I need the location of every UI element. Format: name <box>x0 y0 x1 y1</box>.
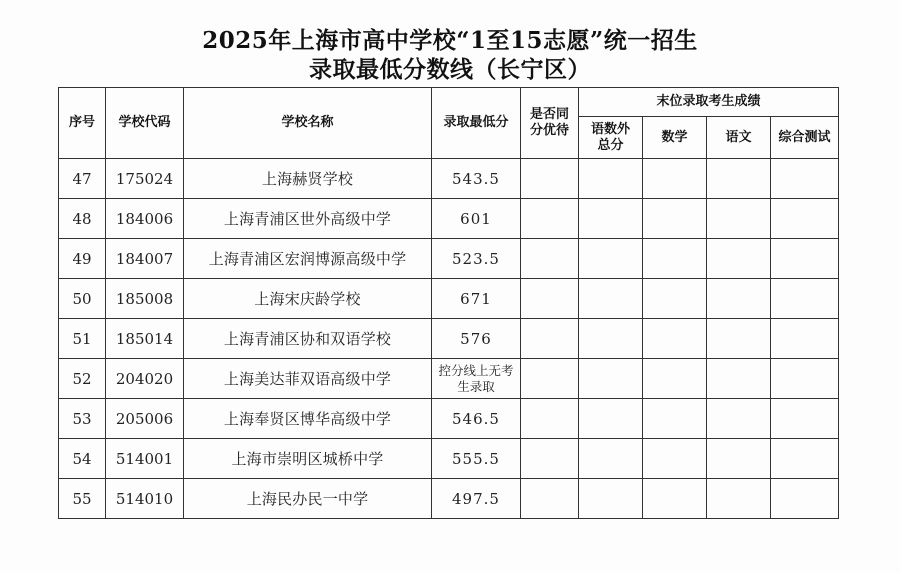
cell-comprehensive <box>771 159 839 199</box>
cell-tie-preference <box>521 159 579 199</box>
cell-chinese <box>707 319 771 359</box>
cell-comprehensive <box>771 199 839 239</box>
cell-school-code: 185014 <box>106 319 184 359</box>
cell-total3 <box>579 199 643 239</box>
cell-seq: 54 <box>59 439 106 479</box>
cell-school-code: 204020 <box>106 359 184 399</box>
cell-school-name: 上海青浦区宏润博源高级中学 <box>184 239 432 279</box>
table-row <box>59 319 839 359</box>
cell-min-score: 546.5 <box>432 399 521 439</box>
cell-comprehensive <box>771 479 839 519</box>
header-comprehensive-test: 综合测试 <box>771 117 839 159</box>
cell-min-score: 523.5 <box>432 239 521 279</box>
header-last-admitted-scores: 末位录取考生成绩 <box>579 88 839 117</box>
cell-seq: 51 <box>59 319 106 359</box>
cell-school-name: 上海宋庆龄学校 <box>184 279 432 319</box>
header-total-chinese-math-english: 语数外总分 <box>579 117 643 159</box>
cell-math <box>643 319 707 359</box>
cell-chinese <box>707 359 771 399</box>
table-row <box>59 399 839 439</box>
cell-school-name: 上海奉贤区博华高级中学 <box>184 399 432 439</box>
document-title: 2025年上海市高中学校“1至15志愿”统一招生 <box>202 27 698 54</box>
cell-min-score: 控分线上无考生录取 <box>432 359 521 399</box>
cell-comprehensive <box>771 279 839 319</box>
cell-comprehensive <box>771 439 839 479</box>
header-seq: 序号 <box>59 88 106 159</box>
header-chinese: 语文 <box>707 117 771 159</box>
cell-total3 <box>579 399 643 439</box>
cell-school-code: 184007 <box>106 239 184 279</box>
cell-total3 <box>579 239 643 279</box>
cell-tie-preference <box>521 479 579 519</box>
header-school-name: 学校名称 <box>184 88 432 159</box>
cell-seq: 55 <box>59 479 106 519</box>
table-row <box>59 199 839 239</box>
cell-math <box>643 479 707 519</box>
cell-min-score: 671 <box>432 279 521 319</box>
table-row <box>59 479 839 519</box>
cell-school-name: 上海青浦区协和双语学校 <box>184 319 432 359</box>
cell-tie-preference <box>521 279 579 319</box>
cell-seq: 47 <box>59 159 106 199</box>
cell-school-code: 175024 <box>106 159 184 199</box>
cell-tie-preference <box>521 399 579 439</box>
cell-tie-preference <box>521 319 579 359</box>
cell-math <box>643 239 707 279</box>
cell-school-name: 上海青浦区世外高级中学 <box>184 199 432 239</box>
cell-comprehensive <box>771 319 839 359</box>
cell-tie-preference <box>521 199 579 239</box>
cell-comprehensive <box>771 239 839 279</box>
cell-chinese <box>707 399 771 439</box>
cell-math <box>643 359 707 399</box>
table-row <box>59 279 839 319</box>
header-math: 数学 <box>643 117 707 159</box>
cell-school-name: 上海赫贤学校 <box>184 159 432 199</box>
cell-chinese <box>707 479 771 519</box>
cell-school-code: 514010 <box>106 479 184 519</box>
document-subtitle: 录取最低分数线（长宁区） <box>309 56 591 83</box>
cell-chinese <box>707 199 771 239</box>
cell-comprehensive <box>771 359 839 399</box>
header-min-score: 录取最低分 <box>432 88 521 159</box>
cell-comprehensive <box>771 399 839 439</box>
cell-total3 <box>579 159 643 199</box>
cell-school-code: 514001 <box>106 439 184 479</box>
cell-tie-preference <box>521 439 579 479</box>
cell-total3 <box>579 319 643 359</box>
cell-total3 <box>579 359 643 399</box>
score-table <box>58 87 839 519</box>
cell-math <box>643 159 707 199</box>
cell-chinese <box>707 159 771 199</box>
cell-tie-preference <box>521 239 579 279</box>
cell-school-code: 185008 <box>106 279 184 319</box>
cell-min-score: 543.5 <box>432 159 521 199</box>
cell-school-code: 184006 <box>106 199 184 239</box>
cell-seq: 48 <box>59 199 106 239</box>
cell-min-score: 497.5 <box>432 479 521 519</box>
cell-chinese <box>707 279 771 319</box>
cell-school-name: 上海市崇明区城桥中学 <box>184 439 432 479</box>
cell-seq: 53 <box>59 399 106 439</box>
cell-chinese <box>707 439 771 479</box>
table-row <box>59 439 839 479</box>
table-row <box>59 239 839 279</box>
cell-school-code: 205006 <box>106 399 184 439</box>
cell-math <box>643 439 707 479</box>
cell-min-score: 601 <box>432 199 521 239</box>
header-tie-preference: 是否同分优待 <box>521 88 579 159</box>
cell-school-name: 上海美达菲双语高级中学 <box>184 359 432 399</box>
cell-min-score: 576 <box>432 319 521 359</box>
cell-math <box>643 399 707 439</box>
header-school-code: 学校代码 <box>106 88 184 159</box>
cell-seq: 49 <box>59 239 106 279</box>
table-row <box>59 359 839 399</box>
cell-school-name: 上海民办民一中学 <box>184 479 432 519</box>
cell-total3 <box>579 279 643 319</box>
cell-chinese <box>707 239 771 279</box>
cell-math <box>643 279 707 319</box>
cell-tie-preference <box>521 359 579 399</box>
cell-total3 <box>579 439 643 479</box>
cell-total3 <box>579 479 643 519</box>
cell-math <box>643 199 707 239</box>
cell-seq: 52 <box>59 359 106 399</box>
table-row <box>59 159 839 199</box>
cell-seq: 50 <box>59 279 106 319</box>
cell-min-score: 555.5 <box>432 439 521 479</box>
